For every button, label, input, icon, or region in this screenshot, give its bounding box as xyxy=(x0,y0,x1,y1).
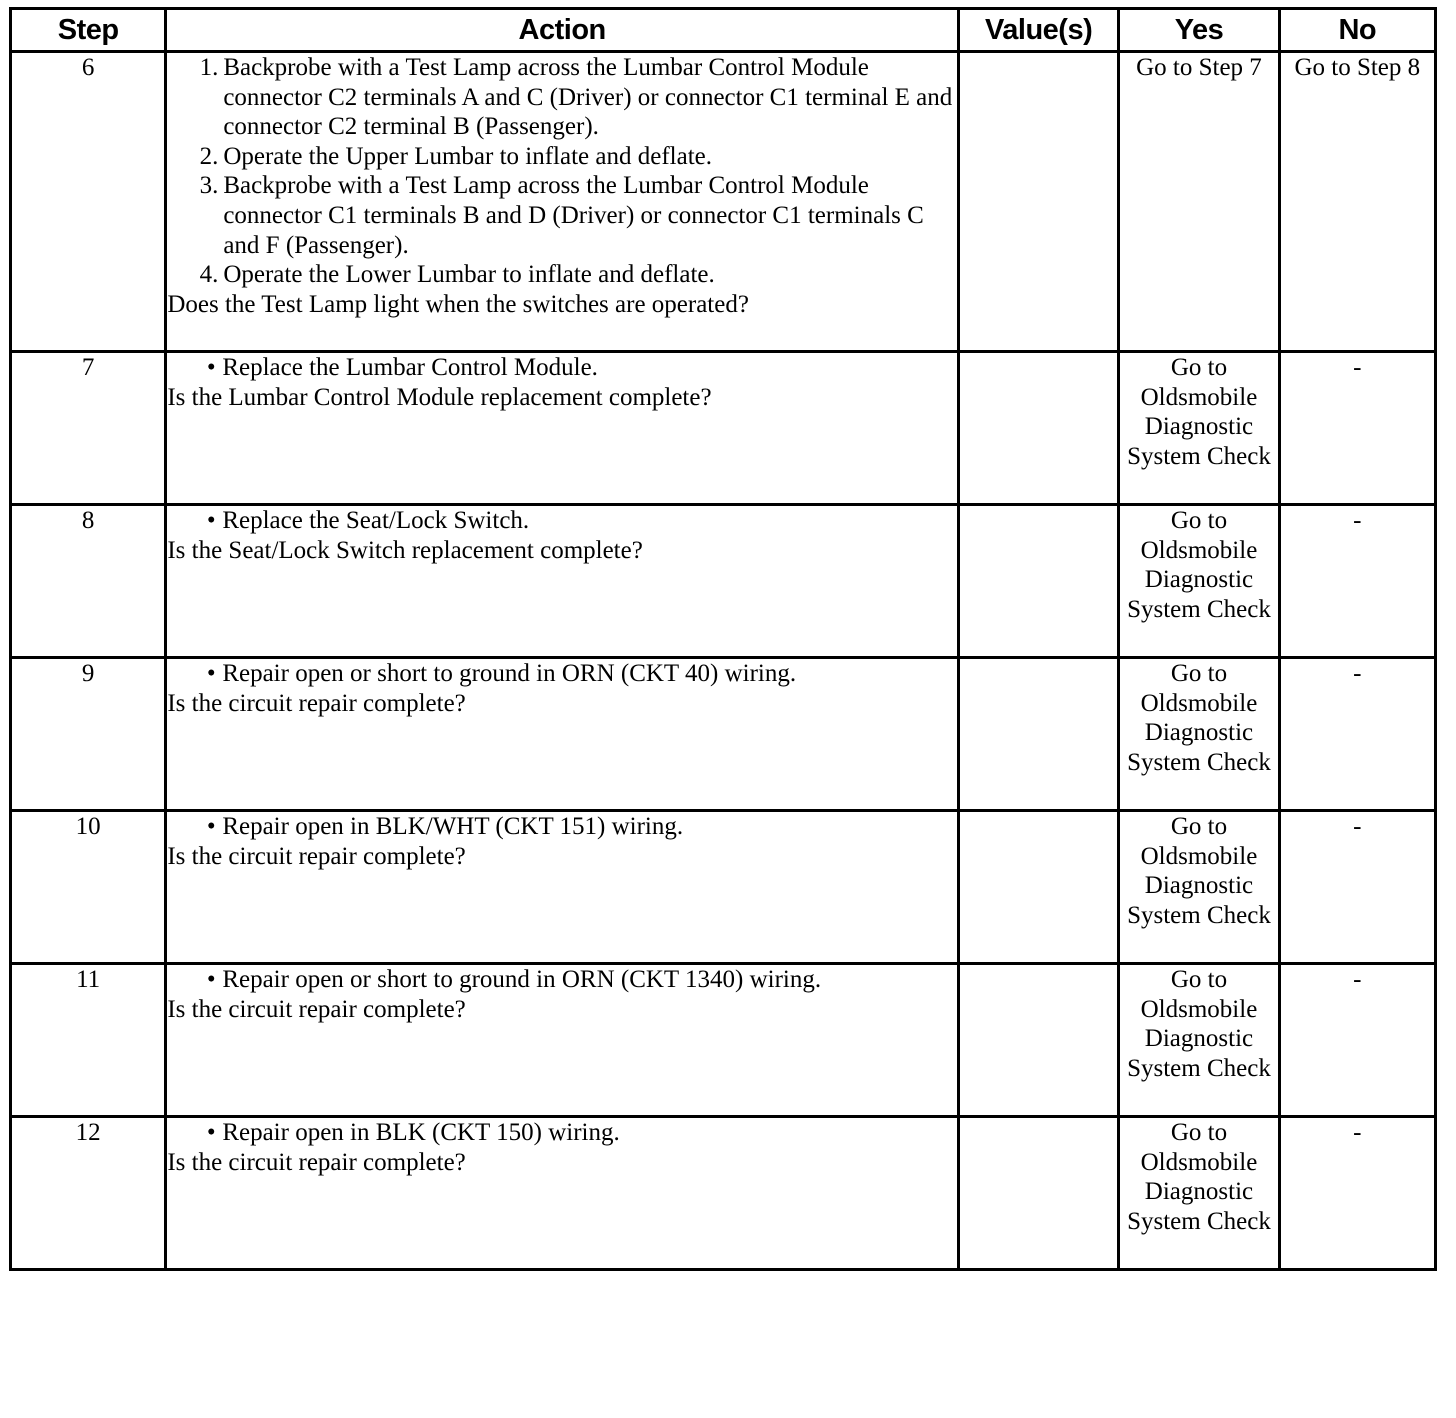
table-row-step-12 xyxy=(11,1117,1436,1270)
table-row-step-10 xyxy=(11,811,1436,964)
yes-cell: Go to Oldsmobile Diagnostic System Check xyxy=(1119,964,1279,1117)
action-bullet-text: Replace the Lumbar Control Module. xyxy=(222,354,598,381)
action-question: Does the Test Lamp light when the switches are operated? xyxy=(167,290,749,318)
header-action: Action xyxy=(166,9,959,52)
yes-cell: Go to Oldsmobile Diagnostic System Check xyxy=(1119,811,1279,964)
no-cell: - xyxy=(1279,811,1435,964)
action-cell xyxy=(166,352,959,505)
action-cell xyxy=(166,658,959,811)
action-bullet xyxy=(167,353,957,383)
substep-item: Backprobe with a Test Lamp across the Lumbar Control Module connector C2 terminals A and C (Driver) or connector C1 terminal E and connector C2 terminal B (Passenger). xyxy=(223,54,953,141)
header-no: No xyxy=(1279,9,1435,52)
table-row-step-9 xyxy=(11,658,1436,811)
yes-cell: Go to Step 7 xyxy=(1119,52,1279,352)
action-cell xyxy=(166,52,959,352)
action-bullet xyxy=(167,1118,957,1148)
bullet-icon: • xyxy=(206,966,216,993)
no-cell: Go to Step 8 xyxy=(1279,52,1435,352)
step-number: 12 xyxy=(11,1117,166,1270)
yes-cell: Go to Oldsmobile Diagnostic System Check xyxy=(1119,1117,1279,1270)
step-number: 8 xyxy=(11,505,166,658)
action-bullet xyxy=(167,506,957,536)
substep-item: Operate the Lower Lumbar to inflate and deflate. xyxy=(223,261,715,289)
action-bullet-text: Replace the Seat/Lock Switch. xyxy=(222,507,530,534)
action-cell xyxy=(166,964,959,1117)
header-values: Value(s) xyxy=(958,9,1118,52)
action-bullet-text: Repair open in BLK/WHT (CKT 151) wiring. xyxy=(222,813,684,840)
step-number: 11 xyxy=(11,964,166,1117)
step-number: 7 xyxy=(11,352,166,505)
substep-item: Operate the Upper Lumbar to inflate and deflate. xyxy=(223,142,712,170)
table-row-step-6 xyxy=(11,52,1436,352)
substep-list xyxy=(167,53,957,290)
action-cell xyxy=(166,1117,959,1270)
table-row-step-7 xyxy=(11,352,1436,505)
action-question: Is the circuit repair complete? xyxy=(167,1148,466,1176)
action-question: Is the Seat/Lock Switch replacement complete? xyxy=(167,536,643,564)
value-cell xyxy=(958,1117,1118,1270)
step-number: 10 xyxy=(11,811,166,964)
action-bullet xyxy=(167,812,957,842)
value-cell xyxy=(958,658,1118,811)
action-bullet-text: Repair open or short to ground in ORN (CKT 40) wiring. xyxy=(222,660,797,687)
step-number: 6 xyxy=(11,52,166,352)
no-cell: - xyxy=(1279,505,1435,658)
table-row-step-8 xyxy=(11,505,1436,658)
action-question: Is the circuit repair complete? xyxy=(167,689,466,717)
value-cell xyxy=(958,964,1118,1117)
action-question: Is the circuit repair complete? xyxy=(167,995,466,1023)
bullet-icon: • xyxy=(206,354,216,381)
bullet-icon: • xyxy=(206,1119,216,1146)
yes-cell: Go to Oldsmobile Diagnostic System Check xyxy=(1119,352,1279,505)
no-cell: - xyxy=(1279,658,1435,811)
bullet-icon: • xyxy=(206,660,216,687)
action-question: Is the Lumbar Control Module replacement complete? xyxy=(167,383,712,411)
value-cell xyxy=(958,52,1118,352)
value-cell xyxy=(958,352,1118,505)
yes-cell: Go to Oldsmobile Diagnostic System Check xyxy=(1119,658,1279,811)
substep-item: Backprobe with a Test Lamp across the Lumbar Control Module connector C1 terminals B and D (Driver) or connector C1 terminals C and F (Passenger). xyxy=(223,172,924,259)
table-row-step-11 xyxy=(11,964,1436,1117)
yes-cell: Go to Oldsmobile Diagnostic System Check xyxy=(1119,505,1279,658)
no-cell: - xyxy=(1279,964,1435,1117)
action-bullet-text: Repair open or short to ground in ORN (CKT 1340) wiring. xyxy=(222,966,822,993)
header-yes: Yes xyxy=(1119,9,1279,52)
action-question: Is the circuit repair complete? xyxy=(167,842,466,870)
diagnostic-table xyxy=(9,7,1437,1271)
action-bullet-text: Repair open in BLK (CKT 150) wiring. xyxy=(222,1119,620,1146)
action-cell xyxy=(166,811,959,964)
header-step: Step xyxy=(11,9,166,52)
value-cell xyxy=(958,505,1118,658)
action-cell xyxy=(166,505,959,658)
bullet-icon: • xyxy=(206,507,216,534)
no-cell: - xyxy=(1279,352,1435,505)
no-cell: - xyxy=(1279,1117,1435,1270)
action-bullet xyxy=(167,965,957,995)
header-row xyxy=(11,9,1436,52)
action-bullet xyxy=(167,659,957,689)
step-number: 9 xyxy=(11,658,166,811)
value-cell xyxy=(958,811,1118,964)
bullet-icon: • xyxy=(206,813,216,840)
